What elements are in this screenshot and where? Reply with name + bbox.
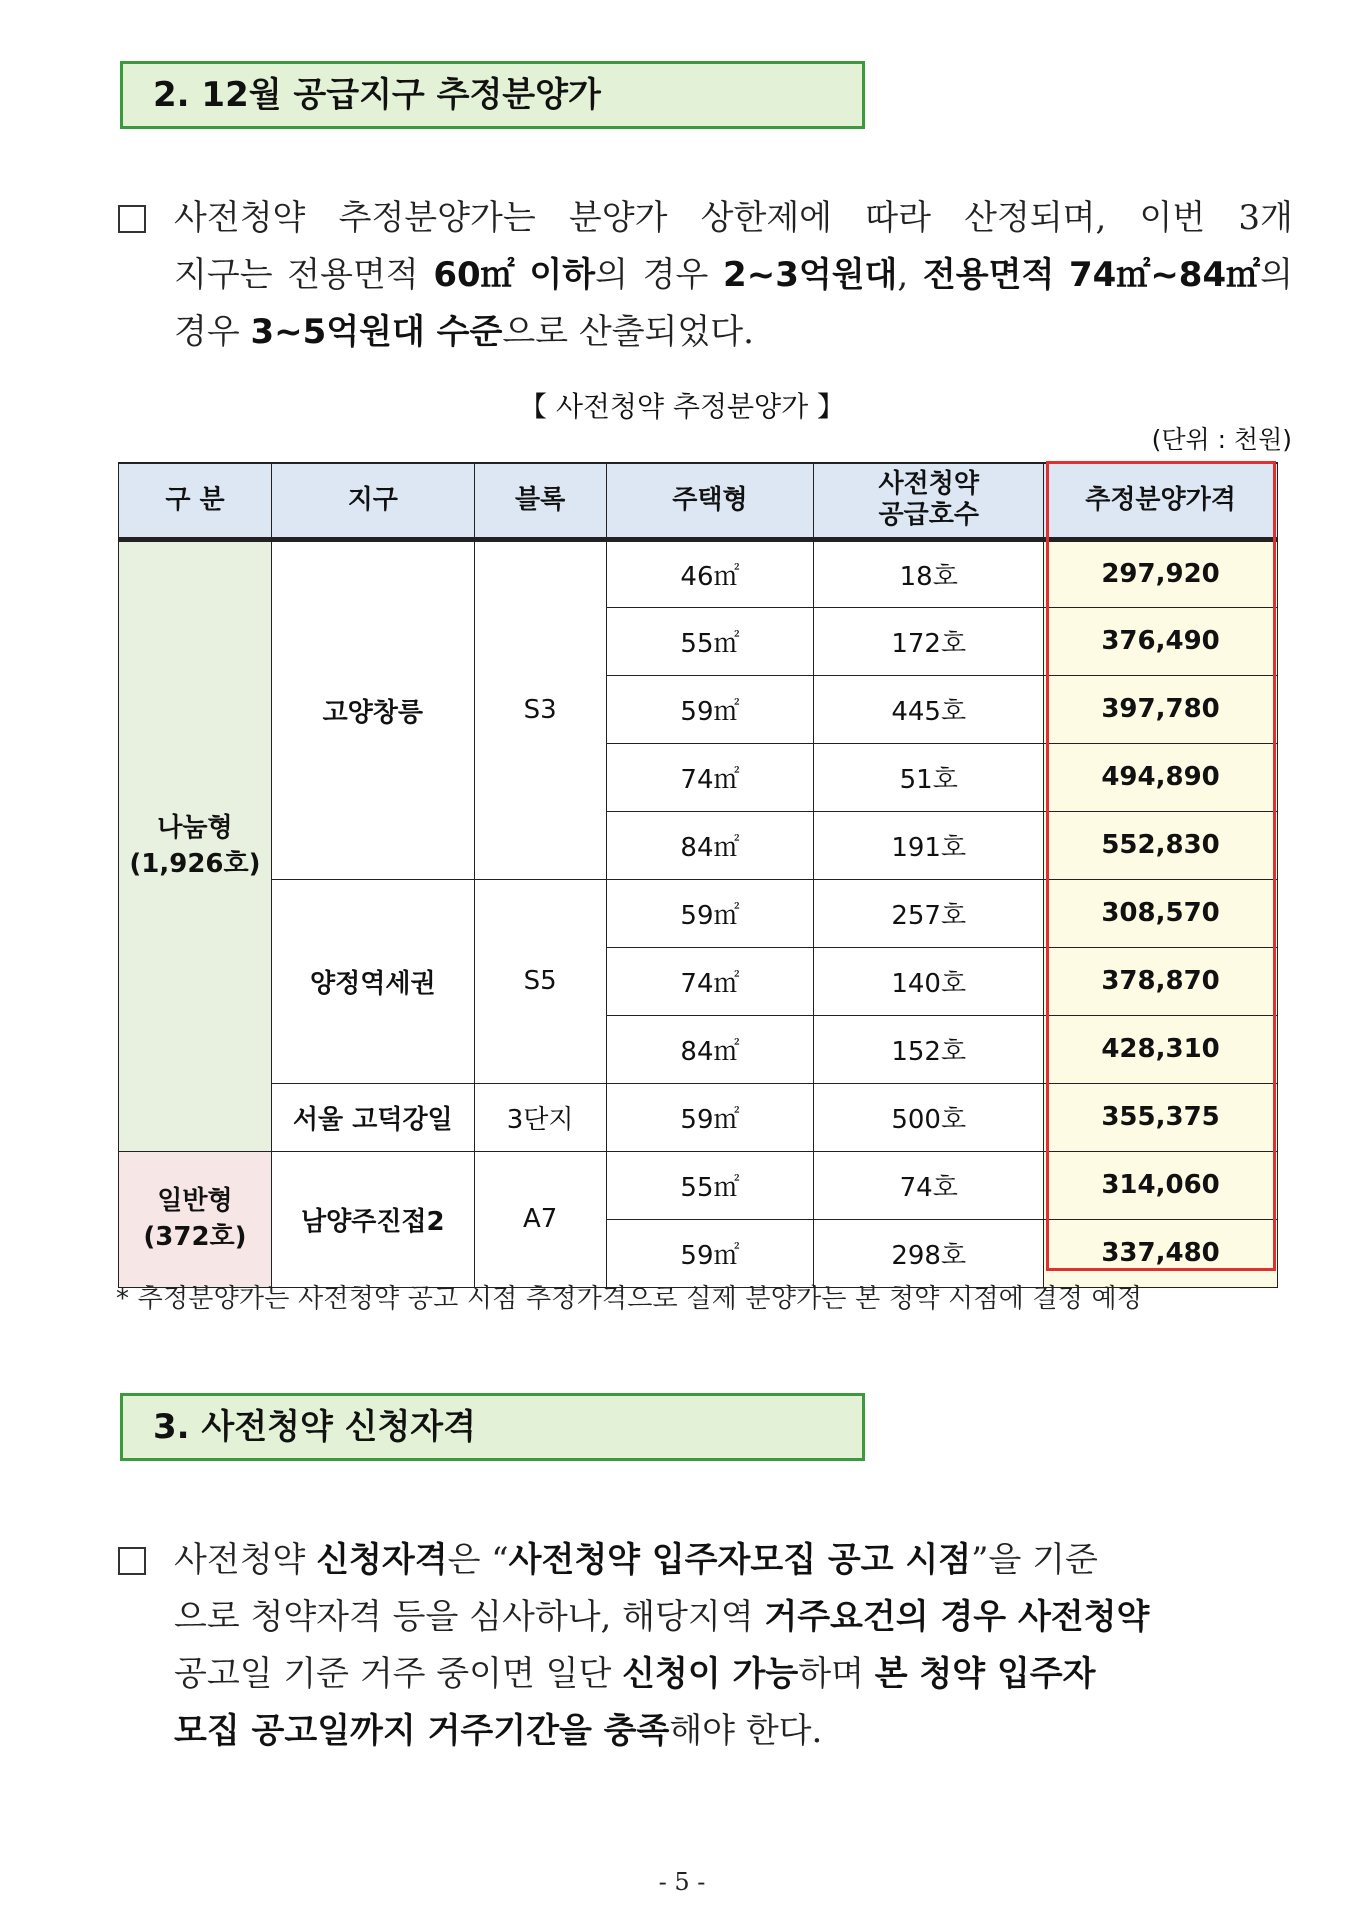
supply-cell: 74호 bbox=[814, 1151, 1044, 1219]
district-cell: 남양주진접2 bbox=[271, 1151, 474, 1287]
type-cell: 55㎡ bbox=[606, 607, 814, 675]
word: 상한제에 bbox=[700, 198, 833, 238]
word: 산정되며, bbox=[964, 198, 1107, 238]
type-cell: 46㎡ bbox=[606, 539, 814, 607]
checkbox-bullet-icon bbox=[118, 205, 146, 233]
text-bold: 3~5억원대 수준 bbox=[250, 312, 503, 352]
price-cell: 297,920 bbox=[1044, 539, 1278, 607]
type-cell: 59㎡ bbox=[606, 879, 814, 947]
text-bold: 모집 공고일까지 거주기간을 충족 bbox=[174, 1711, 670, 1751]
supply-cell: 152호 bbox=[814, 1015, 1044, 1083]
price-cell: 378,870 bbox=[1044, 947, 1278, 1015]
word-bold: 전용면적 bbox=[922, 255, 1055, 295]
price-cell: 552,830 bbox=[1044, 811, 1278, 879]
supply-cell: 257호 bbox=[814, 879, 1044, 947]
text: 공고일 기준 거주 중이면 일단 bbox=[174, 1654, 623, 1694]
price-table bbox=[118, 462, 1278, 1288]
supply-cell: 18호 bbox=[814, 539, 1044, 607]
paragraph-estimated-price bbox=[118, 190, 1293, 361]
type-cell: 59㎡ bbox=[606, 1083, 814, 1151]
price-cell: 355,375 bbox=[1044, 1083, 1278, 1151]
supply-cell: 191호 bbox=[814, 811, 1044, 879]
text: 경우 bbox=[174, 312, 251, 352]
text: 사전청약 신청자격은 “사전청약 입주자모집 공고 시점”을 기준 bbox=[174, 1540, 1098, 1580]
price-cell: 337,480 bbox=[1044, 1219, 1278, 1287]
word: 74㎡~84㎡의 bbox=[1069, 255, 1293, 295]
price-cell: 376,490 bbox=[1044, 607, 1278, 675]
word: 3개 bbox=[1238, 198, 1293, 238]
text-bold: 신청이 가능 bbox=[622, 1654, 799, 1694]
section-heading-2: 2. 12월 공급지구 추정분양가 bbox=[120, 61, 865, 129]
paragraph-line bbox=[174, 1646, 1293, 1703]
word: 지구는 bbox=[174, 255, 273, 295]
supply-cell: 298호 bbox=[814, 1219, 1044, 1287]
type-cell: 59㎡ bbox=[606, 675, 814, 743]
text-bold: 본 청약 입주자 bbox=[874, 1654, 1096, 1694]
table-footnote: * 추정분양가는 사전청약 공고 시점 추정가격으로 실제 분양가는 본 청약 시점에 결정 예정 bbox=[116, 1284, 1143, 1314]
word: 따라 bbox=[865, 198, 931, 238]
word: 이번 bbox=[1139, 198, 1206, 238]
table-row bbox=[119, 1083, 1278, 1151]
paragraph-line bbox=[174, 304, 1293, 361]
word: 이하의 bbox=[529, 255, 628, 295]
page-number: - 5 - bbox=[658, 1868, 706, 1896]
table-row bbox=[119, 1151, 1278, 1219]
word: 사전청약 bbox=[174, 198, 306, 238]
block-cell: 3단지 bbox=[474, 1083, 606, 1151]
type-cell: 59㎡ bbox=[606, 1219, 814, 1287]
supply-cell: 140호 bbox=[814, 947, 1044, 1015]
category-cell-share: 나눔형 (1,926호) bbox=[119, 539, 272, 1151]
table-row bbox=[119, 879, 1278, 947]
table-header-row bbox=[119, 463, 1278, 539]
price-cell: 308,570 bbox=[1044, 879, 1278, 947]
word: 전용면적 bbox=[287, 255, 419, 295]
supply-cell: 445호 bbox=[814, 675, 1044, 743]
district-cell: 고양창릉 bbox=[271, 539, 474, 879]
district-cell: 양정역세권 bbox=[271, 879, 474, 1083]
paragraph-line bbox=[174, 1703, 1293, 1760]
word-bold: 60㎡ bbox=[433, 255, 515, 295]
paragraph-line bbox=[174, 190, 1293, 247]
category-cell-general: 일반형 (372호) bbox=[119, 1151, 272, 1287]
text: 하며 bbox=[798, 1654, 875, 1694]
block-cell: S3 bbox=[474, 539, 606, 879]
paragraph-line bbox=[174, 1589, 1293, 1646]
header-supply: 사전청약 공급호수 bbox=[814, 463, 1044, 539]
text: 해야 한다. bbox=[669, 1711, 823, 1751]
type-cell: 84㎡ bbox=[606, 811, 814, 879]
paragraph-eligibility bbox=[118, 1532, 1293, 1760]
table-row bbox=[119, 539, 1278, 607]
checkbox-bullet-icon bbox=[118, 1547, 146, 1575]
price-cell: 397,780 bbox=[1044, 675, 1278, 743]
word: 2~3억원대, bbox=[723, 255, 909, 295]
word: 경우 bbox=[642, 255, 709, 295]
text-bold: 거주요건의 경우 사전청약 bbox=[764, 1597, 1150, 1637]
header-category: 구 분 bbox=[119, 463, 272, 539]
header-block: 블록 bbox=[474, 463, 606, 539]
price-cell: 314,060 bbox=[1044, 1151, 1278, 1219]
header-district: 지구 bbox=[271, 463, 474, 539]
header-type: 주택형 bbox=[606, 463, 814, 539]
header-price: 추정분양가격 bbox=[1044, 463, 1278, 539]
supply-cell: 500호 bbox=[814, 1083, 1044, 1151]
type-cell: 74㎡ bbox=[606, 743, 814, 811]
supply-cell: 172호 bbox=[814, 607, 1044, 675]
type-cell: 74㎡ bbox=[606, 947, 814, 1015]
price-cell: 428,310 bbox=[1044, 1015, 1278, 1083]
supply-cell: 51호 bbox=[814, 743, 1044, 811]
table-title: 【 사전청약 추정분양가 】 bbox=[518, 390, 846, 423]
district-cell: 서울 고덕강일 bbox=[271, 1083, 474, 1151]
paragraph-line bbox=[174, 1532, 1293, 1589]
word: 분양가 bbox=[568, 198, 668, 238]
paragraph-line bbox=[174, 247, 1293, 304]
text: 으로 청약자격 등을 심사하나, 해당지역 bbox=[174, 1597, 765, 1637]
block-cell: A7 bbox=[474, 1151, 606, 1287]
price-cell: 494,890 bbox=[1044, 743, 1278, 811]
word: 추정분양가는 bbox=[338, 198, 536, 238]
block-cell: S5 bbox=[474, 879, 606, 1083]
type-cell: 55㎡ bbox=[606, 1151, 814, 1219]
text: 으로 산출되었다. bbox=[502, 312, 754, 352]
type-cell: 84㎡ bbox=[606, 1015, 814, 1083]
unit-label: (단위 : 천원) bbox=[1151, 425, 1292, 454]
section-heading-3: 3. 사전청약 신청자격 bbox=[120, 1393, 865, 1461]
